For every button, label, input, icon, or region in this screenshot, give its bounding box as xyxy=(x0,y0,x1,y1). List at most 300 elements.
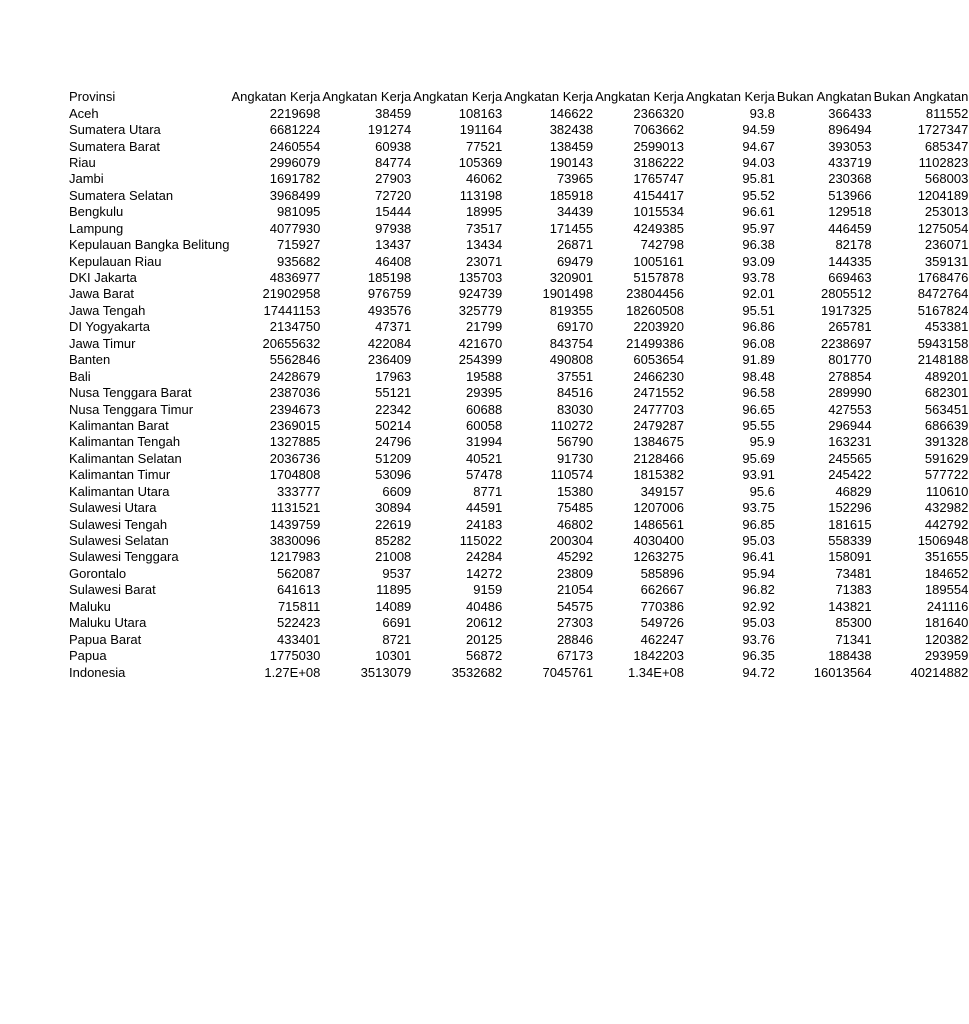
value-cell[interactable]: 1005161 xyxy=(633,253,684,269)
value-cell[interactable]: 95.6 xyxy=(749,483,775,499)
value-cell[interactable]: 92.92 xyxy=(742,598,775,614)
value-cell[interactable]: 95.55 xyxy=(742,417,775,433)
value-cell[interactable]: 188438 xyxy=(828,648,872,664)
value-cell[interactable]: 8721 xyxy=(382,631,412,647)
value-cell[interactable]: 98.48 xyxy=(742,368,775,384)
value-cell[interactable]: 489201 xyxy=(924,368,969,384)
value-cell[interactable]: 562087 xyxy=(276,565,321,581)
value-cell[interactable]: 95.94 xyxy=(742,565,775,581)
value-cell[interactable]: 108163 xyxy=(458,105,503,121)
value-cell[interactable]: 14272 xyxy=(466,565,503,581)
value-cell[interactable]: 96.38 xyxy=(742,237,775,253)
value-cell[interactable]: 1263275 xyxy=(633,549,684,565)
province-cell[interactable]: Sumatera Barat xyxy=(69,138,161,154)
value-cell[interactable]: 94.72 xyxy=(742,664,775,680)
province-cell[interactable]: Sumatera Selatan xyxy=(69,187,174,203)
value-cell[interactable]: 6681224 xyxy=(269,122,321,138)
province-cell[interactable]: Sulawesi Tenggara xyxy=(69,549,179,565)
value-cell[interactable]: 40521 xyxy=(466,450,503,466)
value-cell[interactable]: 1765747 xyxy=(633,171,684,187)
value-cell[interactable]: 1917325 xyxy=(820,302,872,318)
value-cell[interactable]: 442792 xyxy=(924,516,969,532)
value-cell[interactable]: 1.34E+08 xyxy=(627,664,684,680)
value-cell[interactable]: 120382 xyxy=(924,631,969,647)
value-cell[interactable]: 51209 xyxy=(375,450,412,466)
value-cell[interactable]: 143821 xyxy=(828,598,872,614)
province-cell[interactable]: Jawa Barat xyxy=(69,286,135,302)
value-cell[interactable]: 96.41 xyxy=(742,549,775,565)
value-cell[interactable]: 73481 xyxy=(835,565,872,581)
province-cell[interactable]: Banten xyxy=(69,352,111,368)
value-cell[interactable]: 21799 xyxy=(466,319,503,335)
value-cell[interactable]: 77521 xyxy=(466,138,503,154)
value-cell[interactable]: 2369015 xyxy=(269,417,321,433)
value-cell[interactable]: 682301 xyxy=(924,385,969,401)
province-cell[interactable]: Indonesia xyxy=(69,664,126,680)
value-cell[interactable]: 14089 xyxy=(375,598,412,614)
value-cell[interactable]: 93.91 xyxy=(742,467,775,483)
value-cell[interactable]: 73517 xyxy=(466,220,503,236)
value-cell[interactable]: 2599013 xyxy=(633,138,684,154)
province-cell[interactable]: Riau xyxy=(69,154,96,170)
value-cell[interactable]: 2219698 xyxy=(269,105,321,121)
value-cell[interactable]: 158091 xyxy=(828,549,872,565)
value-cell[interactable]: 94.59 xyxy=(742,122,775,138)
value-cell[interactable]: 21008 xyxy=(375,549,412,565)
value-cell[interactable]: 2477703 xyxy=(633,401,684,417)
value-cell[interactable]: 5562846 xyxy=(269,352,321,368)
value-cell[interactable]: 585896 xyxy=(640,565,684,581)
value-cell[interactable]: 1439759 xyxy=(269,516,321,532)
value-cell[interactable]: 2479287 xyxy=(633,417,684,433)
value-cell[interactable]: 391328 xyxy=(924,434,969,450)
value-cell[interactable]: 96.85 xyxy=(742,516,775,532)
value-cell[interactable]: 84516 xyxy=(556,385,594,401)
value-cell[interactable]: 37551 xyxy=(556,368,594,384)
value-cell[interactable]: 320901 xyxy=(549,270,594,286)
value-cell[interactable]: 84774 xyxy=(375,154,412,170)
province-cell[interactable]: Jambi xyxy=(69,171,104,187)
value-cell[interactable]: 44591 xyxy=(466,500,503,516)
value-cell[interactable]: 67173 xyxy=(556,648,594,664)
value-cell[interactable]: 17441153 xyxy=(263,302,321,318)
value-cell[interactable]: 422084 xyxy=(367,335,412,351)
value-cell[interactable]: 95.52 xyxy=(742,187,775,203)
value-cell[interactable]: 289990 xyxy=(828,385,872,401)
value-cell[interactable]: 144335 xyxy=(828,253,872,269)
value-cell[interactable]: 1327885 xyxy=(269,434,321,450)
value-cell[interactable]: 60688 xyxy=(466,401,503,417)
value-cell[interactable]: 31994 xyxy=(466,434,503,450)
value-cell[interactable]: 359131 xyxy=(924,253,969,269)
value-cell[interactable]: 13437 xyxy=(375,237,412,253)
value-cell[interactable]: 2148188 xyxy=(917,352,969,368)
value-cell[interactable]: 513966 xyxy=(828,187,872,203)
value-cell[interactable]: 46802 xyxy=(556,516,594,532)
province-cell[interactable]: Kalimantan Barat xyxy=(69,417,169,433)
value-cell[interactable]: 92.01 xyxy=(742,286,775,302)
value-cell[interactable]: 9159 xyxy=(473,582,503,598)
value-cell[interactable]: 427553 xyxy=(828,401,872,417)
value-cell[interactable]: 6053654 xyxy=(633,352,684,368)
value-cell[interactable]: 641613 xyxy=(276,582,321,598)
value-cell[interactable]: 1506948 xyxy=(917,533,969,549)
value-cell[interactable]: 15444 xyxy=(375,204,412,220)
province-cell[interactable]: Kalimantan Tengah xyxy=(69,434,181,450)
value-cell[interactable]: 2394673 xyxy=(269,401,321,417)
province-cell[interactable]: Nusa Tenggara Barat xyxy=(69,385,192,401)
value-cell[interactable]: 3830096 xyxy=(269,533,321,549)
value-cell[interactable]: 95.03 xyxy=(742,615,775,631)
value-cell[interactable]: 185198 xyxy=(367,270,412,286)
value-cell[interactable]: 453381 xyxy=(924,319,969,335)
province-cell[interactable]: Kalimantan Timur xyxy=(69,467,171,483)
value-cell[interactable]: 253013 xyxy=(924,204,969,220)
header-cell[interactable]: Angkatan Kerja xyxy=(322,89,412,105)
value-cell[interactable]: 254399 xyxy=(458,352,503,368)
value-cell[interactable]: 29395 xyxy=(466,385,503,401)
value-cell[interactable]: 71341 xyxy=(835,631,872,647)
value-cell[interactable]: 95.03 xyxy=(742,533,775,549)
province-cell[interactable]: Sulawesi Selatan xyxy=(69,533,169,549)
value-cell[interactable]: 245422 xyxy=(828,467,872,483)
value-cell[interactable]: 24183 xyxy=(466,516,503,532)
value-cell[interactable]: 200304 xyxy=(549,533,594,549)
value-cell[interactable]: 1775030 xyxy=(269,648,321,664)
value-cell[interactable]: 278854 xyxy=(828,368,872,384)
value-cell[interactable]: 19588 xyxy=(466,368,503,384)
value-cell[interactable]: 1691782 xyxy=(269,171,321,187)
value-cell[interactable]: 1901498 xyxy=(542,286,594,302)
value-cell[interactable]: 4077930 xyxy=(269,220,321,236)
value-cell[interactable]: 2805512 xyxy=(820,286,872,302)
value-cell[interactable]: 93.76 xyxy=(742,631,775,647)
value-cell[interactable]: 4249385 xyxy=(633,220,684,236)
value-cell[interactable]: 20655632 xyxy=(262,335,321,351)
province-cell[interactable]: Aceh xyxy=(69,105,99,121)
value-cell[interactable]: 333777 xyxy=(276,483,321,499)
value-cell[interactable]: 27903 xyxy=(375,171,412,187)
value-cell[interactable]: 2036736 xyxy=(269,450,321,466)
value-cell[interactable]: 93.78 xyxy=(742,270,775,286)
value-cell[interactable]: 190143 xyxy=(549,154,594,170)
value-cell[interactable]: 95.97 xyxy=(742,220,775,236)
value-cell[interactable]: 433401 xyxy=(276,631,321,647)
value-cell[interactable]: 549726 xyxy=(640,615,684,631)
value-cell[interactable]: 325779 xyxy=(458,302,503,318)
value-cell[interactable]: 7063662 xyxy=(633,122,684,138)
value-cell[interactable]: 73965 xyxy=(556,171,594,187)
value-cell[interactable]: 75485 xyxy=(556,500,594,516)
value-cell[interactable]: 11895 xyxy=(376,582,412,598)
value-cell[interactable]: 1.27E+08 xyxy=(264,664,321,680)
value-cell[interactable]: 1384675 xyxy=(633,434,684,450)
value-cell[interactable]: 20612 xyxy=(466,615,503,631)
value-cell[interactable]: 23809 xyxy=(556,565,594,581)
province-cell[interactable]: DI Yogyakarta xyxy=(69,319,150,335)
value-cell[interactable]: 558339 xyxy=(828,533,872,549)
value-cell[interactable]: 69479 xyxy=(556,253,594,269)
value-cell[interactable]: 577722 xyxy=(924,467,969,483)
value-cell[interactable]: 110272 xyxy=(550,417,594,433)
value-cell[interactable]: 6691 xyxy=(382,615,412,631)
province-cell[interactable]: Bengkulu xyxy=(69,204,124,220)
province-cell[interactable]: Sulawesi Utara xyxy=(69,500,157,516)
header-cell[interactable]: Angkatan Kerja xyxy=(504,89,594,105)
value-cell[interactable]: 5157878 xyxy=(633,270,684,286)
value-cell[interactable]: 1704808 xyxy=(269,467,321,483)
value-cell[interactable]: 241116 xyxy=(926,598,969,614)
value-cell[interactable]: 2203920 xyxy=(633,319,684,335)
province-cell[interactable]: Papua xyxy=(69,648,107,664)
value-cell[interactable]: 30894 xyxy=(375,500,412,516)
value-cell[interactable]: 96.08 xyxy=(742,335,775,351)
value-cell[interactable]: 296944 xyxy=(828,417,872,433)
value-cell[interactable]: 2996079 xyxy=(269,154,321,170)
value-cell[interactable]: 462247 xyxy=(640,631,684,647)
value-cell[interactable]: 896494 xyxy=(828,122,872,138)
value-cell[interactable]: 13434 xyxy=(466,237,503,253)
value-cell[interactable]: 4154417 xyxy=(633,187,684,203)
value-cell[interactable]: 69170 xyxy=(556,319,594,335)
province-cell[interactable]: Kepulauan Riau xyxy=(69,253,162,269)
province-cell[interactable]: Kalimantan Selatan xyxy=(69,450,182,466)
value-cell[interactable]: 432982 xyxy=(924,500,969,516)
value-cell[interactable]: 85300 xyxy=(835,615,872,631)
value-cell[interactable]: 3532682 xyxy=(451,664,503,680)
province-cell[interactable]: Sulawesi Barat xyxy=(69,582,156,598)
value-cell[interactable]: 21902958 xyxy=(262,286,321,302)
value-cell[interactable]: 924739 xyxy=(458,286,503,302)
value-cell[interactable]: 96.61 xyxy=(742,204,775,220)
value-cell[interactable]: 82178 xyxy=(835,237,872,253)
value-cell[interactable]: 28846 xyxy=(556,631,594,647)
value-cell[interactable]: 2238697 xyxy=(820,335,872,351)
value-cell[interactable]: 94.03 xyxy=(742,154,775,170)
value-cell[interactable]: 110574 xyxy=(550,467,594,483)
value-cell[interactable]: 135703 xyxy=(458,270,503,286)
value-cell[interactable]: 93.75 xyxy=(742,500,775,516)
value-cell[interactable]: 522423 xyxy=(276,615,321,631)
value-cell[interactable]: 2471552 xyxy=(633,385,684,401)
value-cell[interactable]: 351655 xyxy=(924,549,969,565)
value-cell[interactable]: 843754 xyxy=(549,335,594,351)
value-cell[interactable]: 94.67 xyxy=(742,138,775,154)
province-cell[interactable]: Jawa Timur xyxy=(69,335,136,351)
province-cell[interactable]: Sumatera Utara xyxy=(69,122,161,138)
value-cell[interactable]: 976759 xyxy=(367,286,412,302)
province-cell[interactable]: Jawa Tengah xyxy=(69,302,146,318)
value-cell[interactable]: 54575 xyxy=(556,598,594,614)
value-cell[interactable]: 60938 xyxy=(375,138,412,154)
value-cell[interactable]: 811552 xyxy=(925,105,969,121)
value-cell[interactable]: 2387036 xyxy=(269,385,321,401)
value-cell[interactable]: 191274 xyxy=(367,122,412,138)
value-cell[interactable]: 563451 xyxy=(924,401,969,417)
value-cell[interactable]: 24796 xyxy=(375,434,412,450)
value-cell[interactable]: 7045761 xyxy=(542,664,594,680)
value-cell[interactable]: 686639 xyxy=(924,417,969,433)
value-cell[interactable]: 1275054 xyxy=(917,220,969,236)
value-cell[interactable]: 9537 xyxy=(382,565,412,581)
value-cell[interactable]: 1207006 xyxy=(633,500,684,516)
value-cell[interactable]: 83030 xyxy=(556,401,594,417)
value-cell[interactable]: 2134750 xyxy=(269,319,321,335)
header-cell[interactable]: Angkatan Kerja xyxy=(595,89,684,105)
value-cell[interactable]: 115022 xyxy=(459,533,503,549)
value-cell[interactable]: 46408 xyxy=(375,253,412,269)
value-cell[interactable]: 1217983 xyxy=(269,549,321,565)
header-cell[interactable]: Bukan Angkatan xyxy=(776,89,872,105)
value-cell[interactable]: 21499386 xyxy=(626,335,684,351)
value-cell[interactable]: 1204189 xyxy=(917,187,969,203)
value-cell[interactable]: 163231 xyxy=(828,434,872,450)
value-cell[interactable]: 181615 xyxy=(828,516,872,532)
value-cell[interactable]: 96.65 xyxy=(742,401,775,417)
value-cell[interactable]: 171455 xyxy=(549,220,594,236)
value-cell[interactable]: 935682 xyxy=(276,253,321,269)
value-cell[interactable]: 40486 xyxy=(466,598,503,614)
value-cell[interactable]: 4030400 xyxy=(633,533,684,549)
value-cell[interactable]: 1486561 xyxy=(633,516,684,532)
value-cell[interactable]: 95.9 xyxy=(749,434,775,450)
value-cell[interactable]: 421670 xyxy=(458,335,503,351)
province-cell[interactable]: Gorontalo xyxy=(69,565,127,581)
value-cell[interactable]: 56790 xyxy=(556,434,594,450)
value-cell[interactable]: 185918 xyxy=(549,187,594,203)
value-cell[interactable]: 245565 xyxy=(828,450,872,466)
value-cell[interactable]: 715811 xyxy=(277,598,321,614)
value-cell[interactable]: 366433 xyxy=(828,105,872,121)
value-cell[interactable]: 770386 xyxy=(640,598,684,614)
value-cell[interactable]: 685347 xyxy=(924,138,969,154)
value-cell[interactable]: 18260508 xyxy=(626,302,684,318)
value-cell[interactable]: 27303 xyxy=(556,615,594,631)
value-cell[interactable]: 26871 xyxy=(556,237,594,253)
value-cell[interactable]: 16013564 xyxy=(813,664,872,680)
value-cell[interactable]: 265781 xyxy=(828,319,872,335)
value-cell[interactable]: 96.58 xyxy=(742,385,775,401)
value-cell[interactable]: 382438 xyxy=(549,122,594,138)
value-cell[interactable]: 181640 xyxy=(924,615,969,631)
value-cell[interactable]: 110610 xyxy=(925,483,969,499)
header-cell[interactable]: Angkatan Kerja xyxy=(413,89,503,105)
value-cell[interactable]: 230368 xyxy=(828,171,872,187)
value-cell[interactable]: 91730 xyxy=(556,450,594,466)
value-cell[interactable]: 393053 xyxy=(828,138,872,154)
province-cell[interactable]: Kalimantan Utara xyxy=(69,483,170,499)
header-cell[interactable]: Provinsi xyxy=(69,89,116,105)
value-cell[interactable]: 3186222 xyxy=(633,154,684,170)
value-cell[interactable]: 433719 xyxy=(828,154,872,170)
value-cell[interactable]: 85282 xyxy=(375,533,412,549)
value-cell[interactable]: 490808 xyxy=(549,352,594,368)
value-cell[interactable]: 3513079 xyxy=(360,664,412,680)
value-cell[interactable]: 1815382 xyxy=(633,467,684,483)
value-cell[interactable]: 591629 xyxy=(924,450,969,466)
province-cell[interactable]: Papua Barat xyxy=(69,631,142,647)
value-cell[interactable]: 293959 xyxy=(924,648,969,664)
value-cell[interactable]: 18995 xyxy=(466,204,503,220)
value-cell[interactable]: 2366320 xyxy=(633,105,684,121)
value-cell[interactable]: 8472764 xyxy=(917,286,969,302)
province-cell[interactable]: DKI Jakarta xyxy=(69,270,137,286)
header-cell[interactable]: Angkatan Kerja xyxy=(231,89,321,105)
value-cell[interactable]: 96.82 xyxy=(742,582,775,598)
value-cell[interactable]: 46062 xyxy=(466,171,503,187)
value-cell[interactable]: 50214 xyxy=(375,417,412,433)
value-cell[interactable]: 152296 xyxy=(828,500,872,516)
value-cell[interactable]: 95.51 xyxy=(742,302,775,318)
province-cell[interactable]: Kepulauan Bangka Belitung xyxy=(69,237,230,253)
value-cell[interactable]: 45292 xyxy=(556,549,594,565)
value-cell[interactable]: 1842203 xyxy=(633,648,684,664)
value-cell[interactable]: 105369 xyxy=(458,154,503,170)
value-cell[interactable]: 40214882 xyxy=(910,664,969,680)
value-cell[interactable]: 72720 xyxy=(375,187,412,203)
value-cell[interactable]: 2460554 xyxy=(269,138,321,154)
value-cell[interactable]: 15380 xyxy=(556,483,594,499)
value-cell[interactable]: 2128466 xyxy=(633,450,684,466)
value-cell[interactable]: 8771 xyxy=(473,483,503,499)
value-cell[interactable]: 5167824 xyxy=(917,302,969,318)
value-cell[interactable]: 184652 xyxy=(924,565,969,581)
value-cell[interactable]: 715927 xyxy=(276,237,321,253)
value-cell[interactable]: 93.09 xyxy=(742,253,775,269)
value-cell[interactable]: 95.81 xyxy=(742,171,775,187)
value-cell[interactable]: 95.69 xyxy=(742,450,775,466)
value-cell[interactable]: 662667 xyxy=(640,582,684,598)
value-cell[interactable]: 1102823 xyxy=(918,154,969,170)
header-cell[interactable]: Bukan Angkatan xyxy=(873,89,969,105)
value-cell[interactable]: 129518 xyxy=(828,204,872,220)
value-cell[interactable]: 10301 xyxy=(375,648,412,664)
value-cell[interactable]: 493576 xyxy=(367,302,412,318)
province-cell[interactable]: Maluku xyxy=(69,598,111,614)
value-cell[interactable]: 2466230 xyxy=(633,368,684,384)
value-cell[interactable]: 191164 xyxy=(459,122,503,138)
value-cell[interactable]: 23804456 xyxy=(626,286,684,302)
value-cell[interactable]: 236409 xyxy=(367,352,412,368)
value-cell[interactable]: 96.86 xyxy=(742,319,775,335)
value-cell[interactable]: 446459 xyxy=(828,220,872,236)
value-cell[interactable]: 34439 xyxy=(556,204,594,220)
value-cell[interactable]: 38459 xyxy=(375,105,412,121)
value-cell[interactable]: 24284 xyxy=(466,549,503,565)
value-cell[interactable]: 22342 xyxy=(375,401,412,417)
value-cell[interactable]: 146622 xyxy=(549,105,594,121)
value-cell[interactable]: 669463 xyxy=(828,270,872,286)
value-cell[interactable]: 6609 xyxy=(382,483,412,499)
value-cell[interactable]: 17963 xyxy=(375,368,412,384)
value-cell[interactable]: 47371 xyxy=(375,319,412,335)
value-cell[interactable]: 1131521 xyxy=(270,500,321,516)
value-cell[interactable]: 21054 xyxy=(556,582,594,598)
value-cell[interactable]: 93.8 xyxy=(749,105,775,121)
province-cell[interactable]: Maluku Utara xyxy=(69,615,147,631)
province-cell[interactable]: Sulawesi Tengah xyxy=(69,516,168,532)
value-cell[interactable]: 91.89 xyxy=(742,352,775,368)
value-cell[interactable]: 1768476 xyxy=(917,270,969,286)
value-cell[interactable]: 97938 xyxy=(375,220,412,236)
value-cell[interactable]: 1727347 xyxy=(917,122,969,138)
value-cell[interactable]: 5943158 xyxy=(917,335,969,351)
value-cell[interactable]: 236071 xyxy=(924,237,969,253)
province-cell[interactable]: Lampung xyxy=(69,220,124,236)
value-cell[interactable]: 20125 xyxy=(466,631,503,647)
value-cell[interactable]: 60058 xyxy=(466,417,503,433)
value-cell[interactable]: 113198 xyxy=(459,187,503,203)
